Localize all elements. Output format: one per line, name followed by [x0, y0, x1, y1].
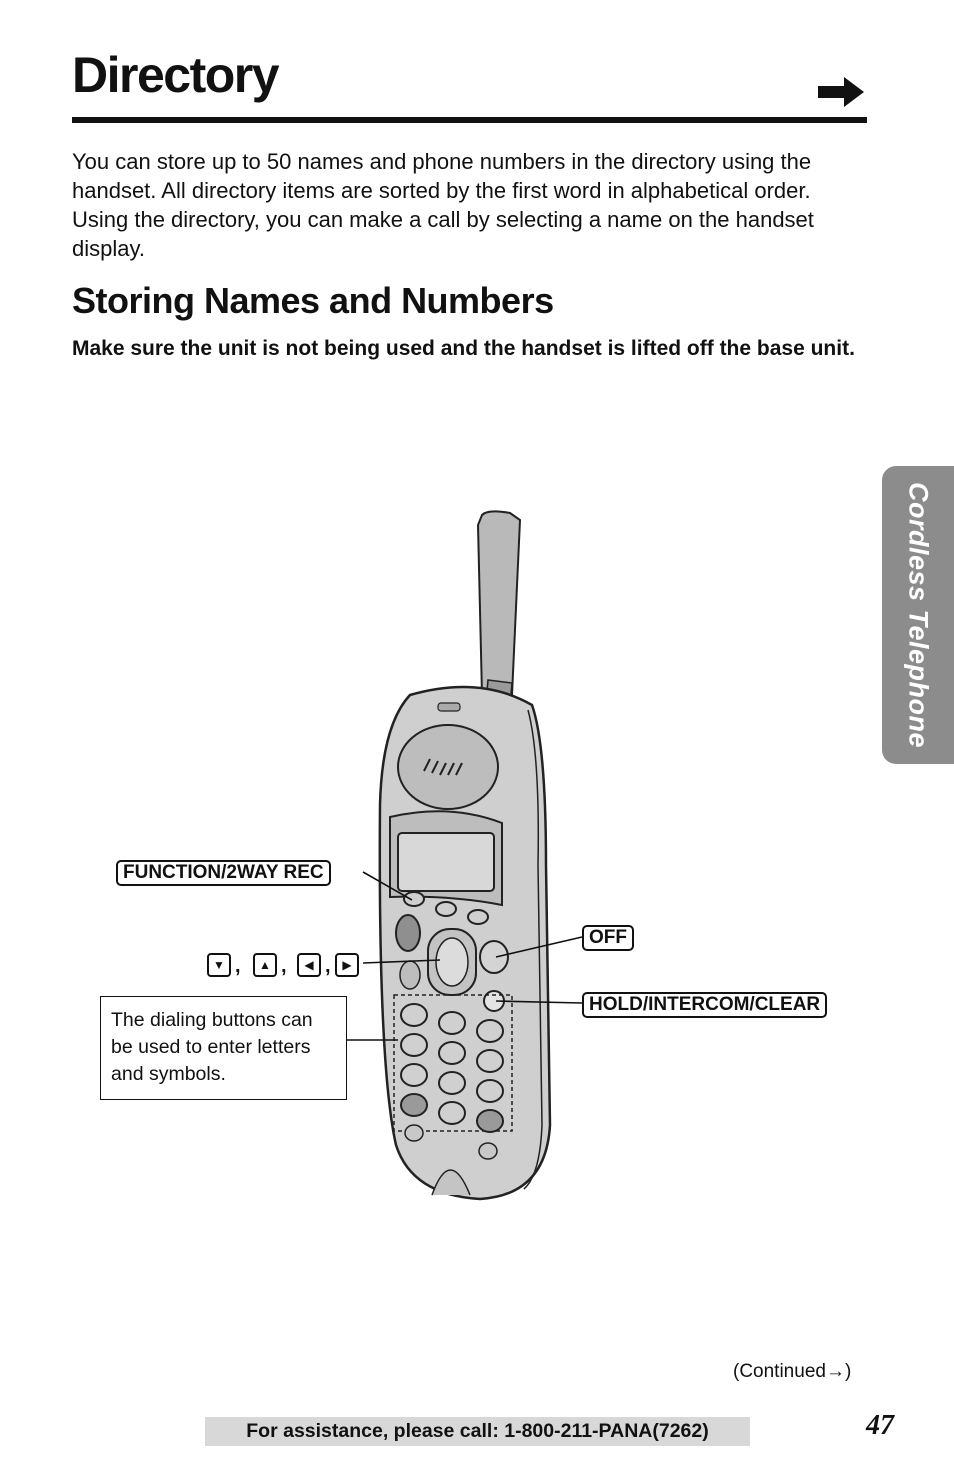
- side-tab: [882, 466, 954, 764]
- arrow-separator: ,: [281, 955, 287, 977]
- left-arrow-key-icon: ◀: [297, 953, 321, 977]
- handset-illustration: [360, 505, 560, 1205]
- title-rule: [72, 117, 867, 123]
- down-arrow-key-icon: ▼: [207, 953, 231, 977]
- off-label: OFF: [582, 925, 634, 951]
- intro-paragraph: You can store up to 50 names and phone numbers in the directory using the handset. All directory items are sorted by the first word in alphabetical order. Using the directory, you can make a call by selecting a name on the handset display.: [72, 149, 814, 261]
- page-number: 47: [866, 1410, 894, 1441]
- continued-note: (Continued→): [733, 1361, 852, 1382]
- assistance-footer: For assistance, please call: 1-800-211-PANA(7262): [205, 1417, 750, 1446]
- continue-arrow-icon: [816, 74, 866, 110]
- side-tab-label: Cordless Telephone: [903, 481, 934, 749]
- page-title: Directory: [72, 47, 279, 103]
- arrow-separator: ,: [325, 955, 331, 977]
- arrow-separator: ,: [235, 955, 241, 977]
- instruction-text: Make sure the unit is not being used and the handset is lifted off the base unit.: [72, 337, 855, 360]
- section-title: Storing Names and Numbers: [72, 280, 554, 321]
- right-arrow-key-icon: ▶: [335, 953, 359, 977]
- hold-intercom-clear-label: HOLD/INTERCOM/CLEAR: [582, 992, 827, 1018]
- dialing-buttons-callout: The dialing buttons can be used to enter letters and symbols.: [100, 996, 347, 1100]
- function-2way-rec-label: FUNCTION/2WAY REC: [116, 860, 331, 886]
- up-arrow-key-icon: ▲: [253, 953, 277, 977]
